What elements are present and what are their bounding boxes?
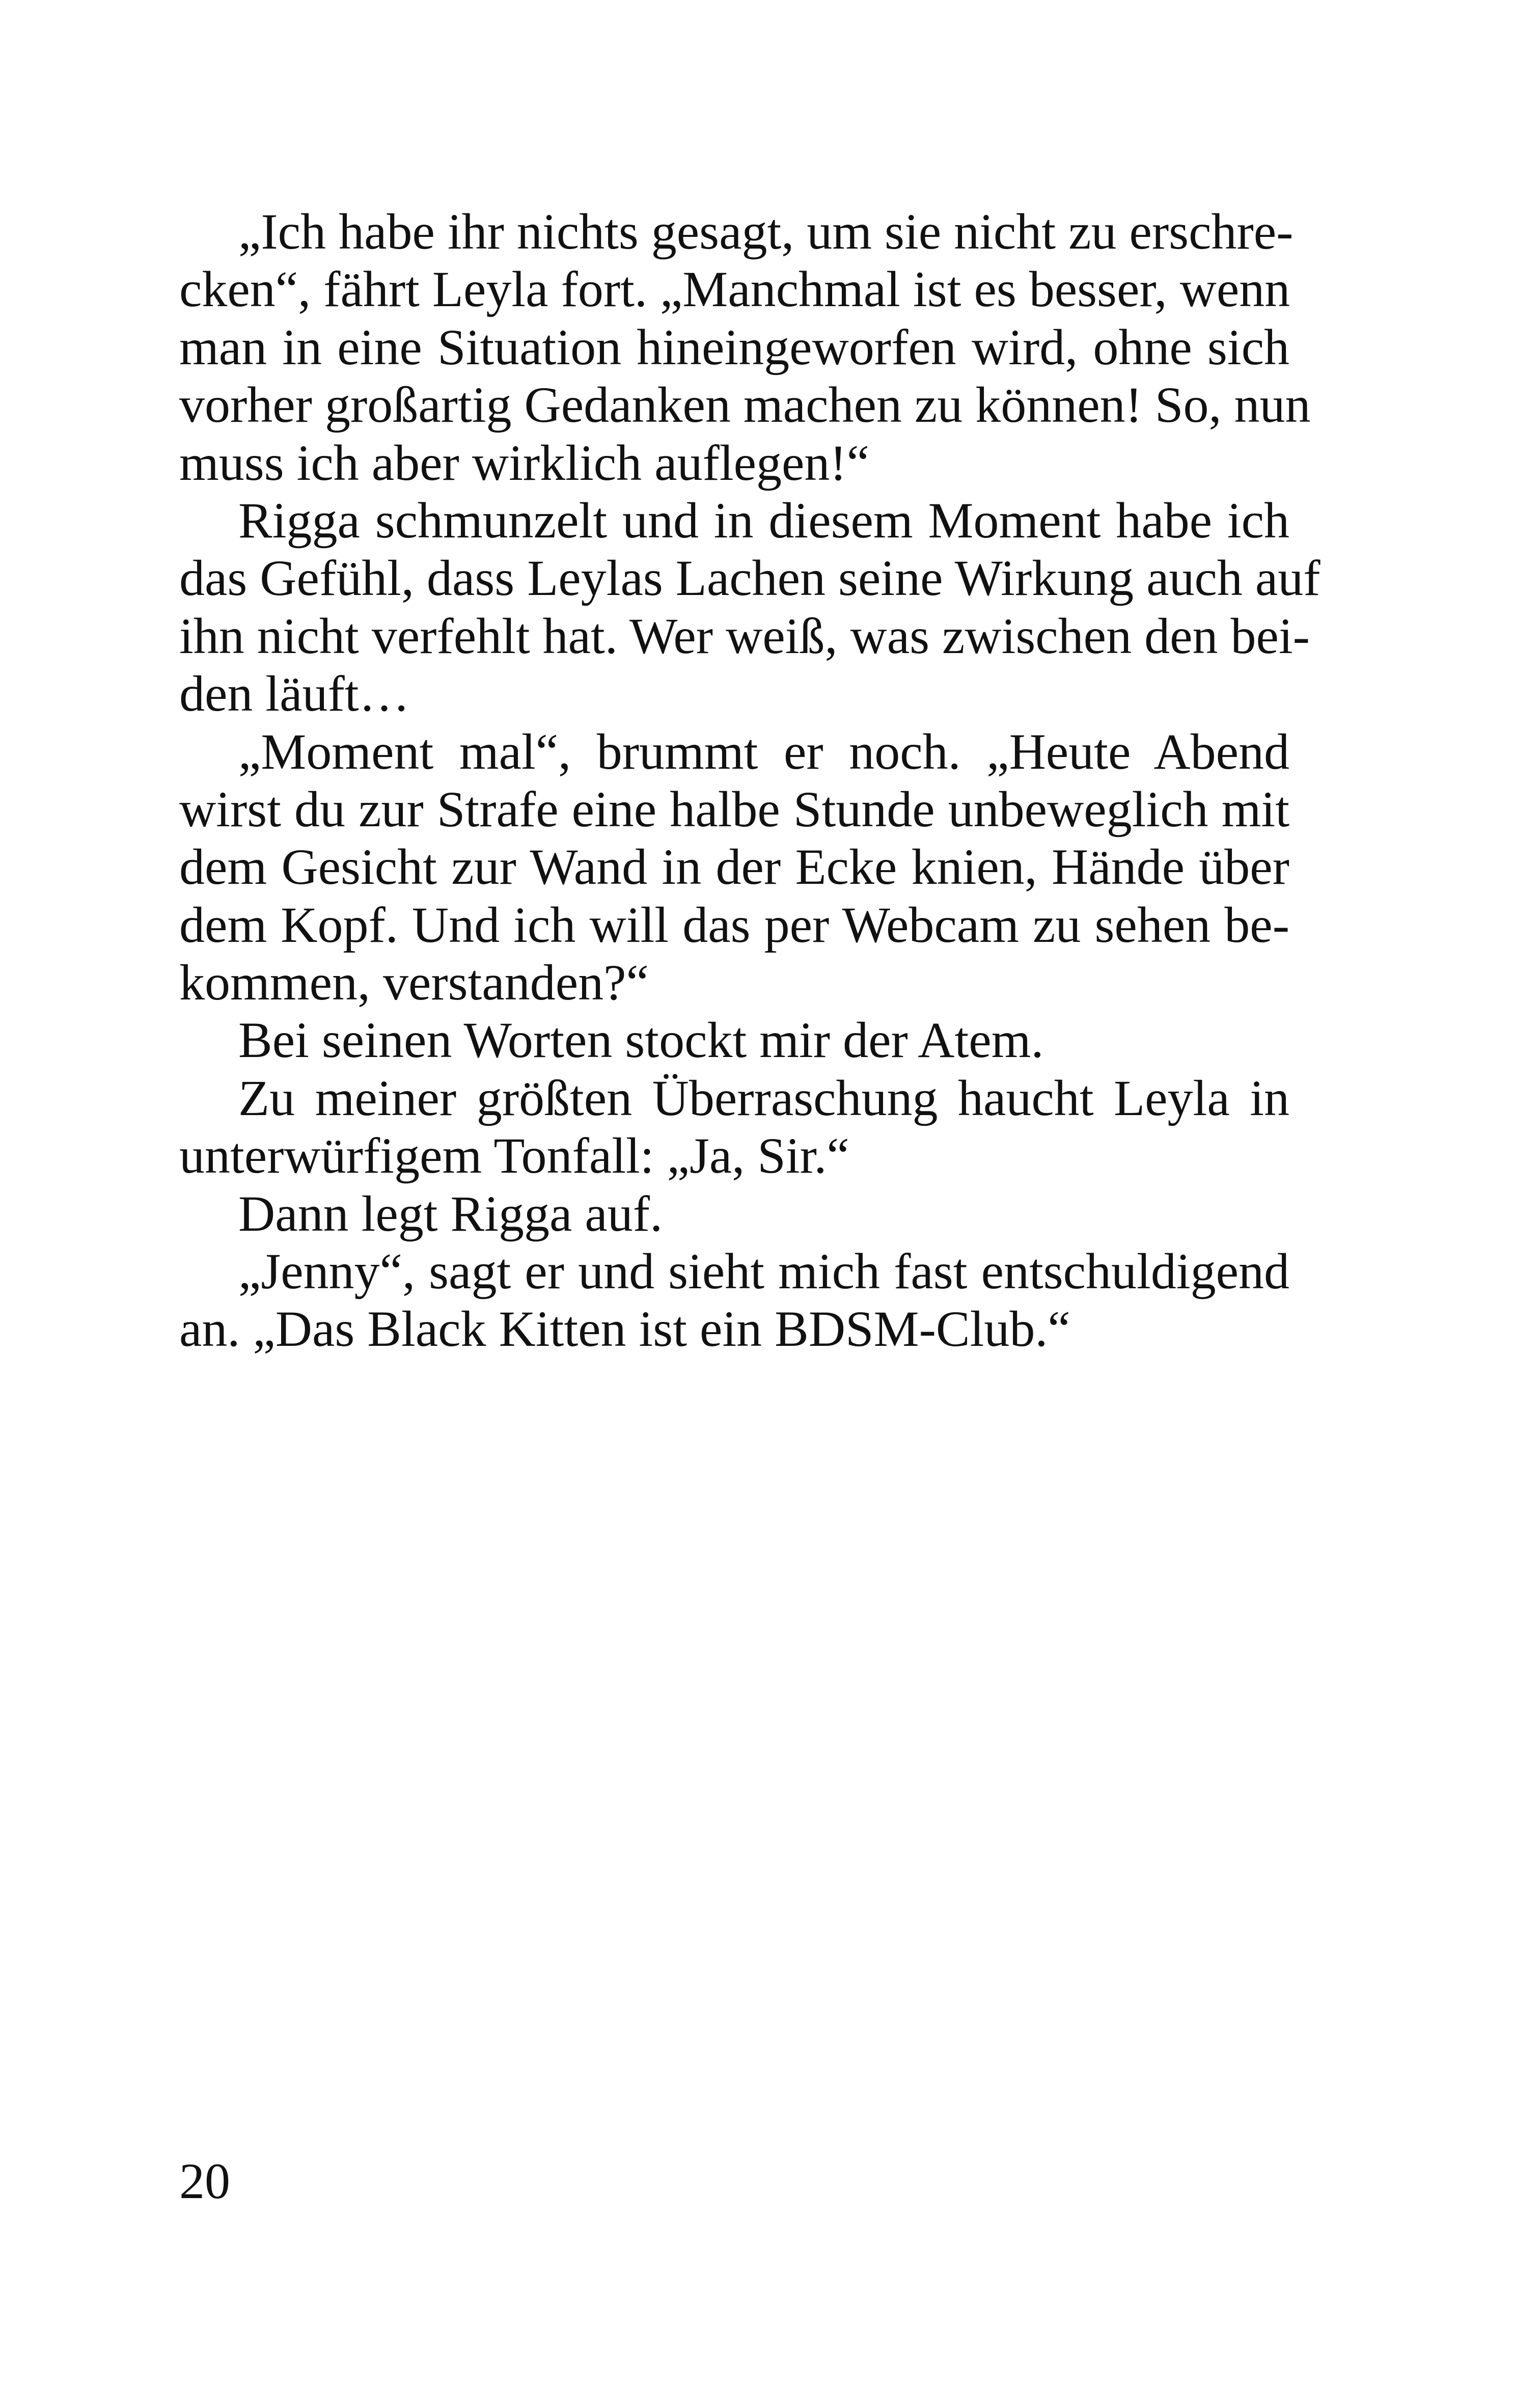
text-line: dem Gesicht zur Wand in der Ecke knien, Hände über: [179, 838, 1289, 896]
text-line: ihn nicht verfehlt hat. Wer weiß, was zwischen den bei-: [179, 607, 1310, 664]
text-line: wirst du zur Strafe eine halbe Stunde unbeweglich mit: [179, 780, 1289, 837]
text-line: „Ich habe ihr nichts gesagt, um sie nicht zu erschre-: [238, 203, 1294, 260]
text-line: unterwürfigem Tonfall: „Ja, Sir.“: [179, 1127, 849, 1184]
text-line: Dann legt Rigga auf.: [238, 1185, 663, 1242]
text-line: muss ich aber wirklich auflegen!“: [179, 434, 870, 491]
text-line: cken“, fährt Leyla fort. „Manchmal ist es besser, wenn: [179, 261, 1290, 318]
text-line: „Jenny“, sagt er und sieht mich fast entschuldigend: [238, 1243, 1289, 1300]
text-line: das Gefühl, dass Leylas Lachen seine Wirkung auch auf: [179, 550, 1321, 607]
text-line: dem Kopf. Und ich will das per Webcam zu sehen be-: [179, 896, 1289, 953]
text-line: vorher großartig Gedanken machen zu können! So, nun: [179, 376, 1311, 434]
text-line: Zu meiner größten Überraschung haucht Leyla in: [238, 1069, 1289, 1126]
body-text: [179, 203, 1321, 1358]
text-line: den läuft…: [179, 665, 410, 722]
page-number: 20: [179, 2153, 230, 2209]
text-line: man in eine Situation hineingeworfen wird, ohne sich: [179, 318, 1289, 375]
text-line: Bei seinen Worten stockt mir der Atem.: [238, 1012, 1044, 1069]
text-line: an. „Das Black Kitten ist ein BDSM-Club.“: [179, 1301, 1070, 1358]
text-line: Rigga schmunzelt und in diesem Moment habe ich: [238, 492, 1289, 549]
text-line: kommen, verstanden?“: [179, 954, 649, 1011]
text-line: „Moment mal“, brummt er noch. „Heute Abend: [238, 723, 1289, 780]
